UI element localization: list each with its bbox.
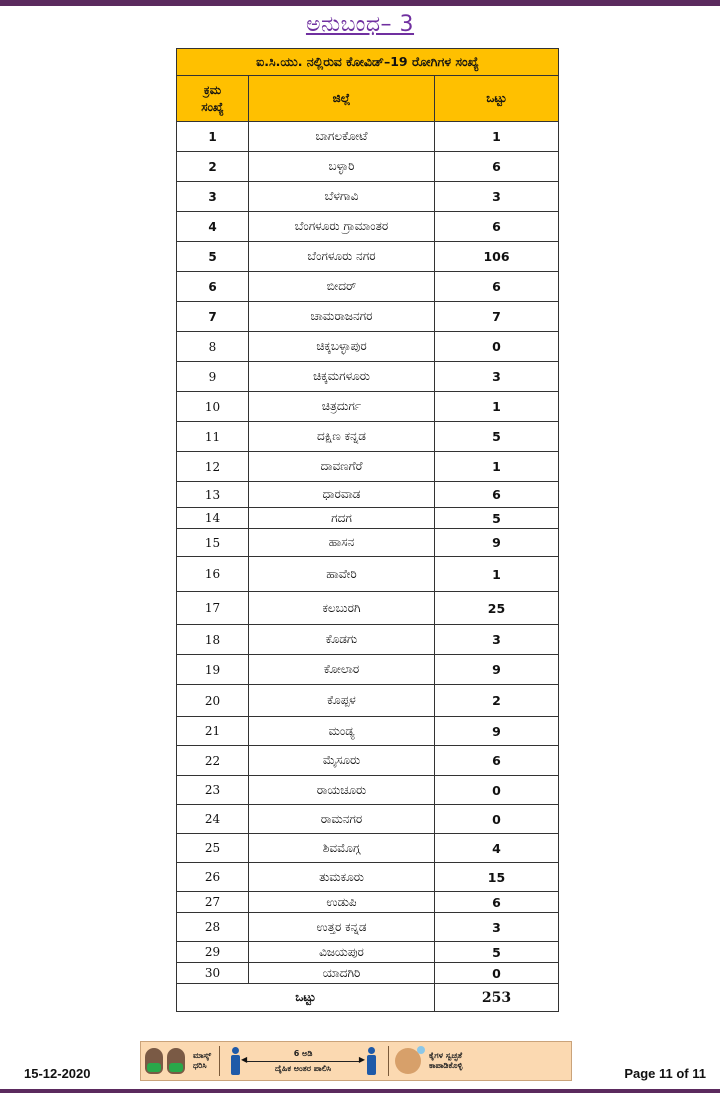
district-cell: ಬಾಗಲಕೋಟೆ (249, 122, 435, 152)
count-cell: 0 (435, 332, 559, 362)
district-cell: ಬೀದರ್ (249, 272, 435, 302)
count-cell: 0 (435, 805, 559, 834)
count-cell: 5 (435, 422, 559, 452)
handwash-text-line1: ಕೈಗಳ ಸ್ವಚ್ಛತೆ (429, 1051, 463, 1060)
table-header-row (177, 76, 559, 122)
count-cell: 106 (435, 242, 559, 272)
handwash-icon (395, 1048, 421, 1074)
mask-text-line1: ಮಾಸ್ಕ್ (193, 1051, 212, 1060)
count-cell: 6 (435, 272, 559, 302)
table-row (177, 717, 559, 746)
district-cell: ದಕ್ಷಿಣ ಕನ್ನಡ (249, 422, 435, 452)
district-cell: ಬಳ್ಳಾರಿ (249, 152, 435, 182)
district-cell: ಹಾವೇರಿ (249, 557, 435, 592)
table-caption-row (177, 49, 559, 76)
district-cell: ರಾಯಚೂರು (249, 776, 435, 805)
header-serial-line1: ಕ್ರಮ (203, 82, 222, 97)
serial-cell: 28 (177, 913, 249, 942)
header-total: ಒಟ್ಟು (435, 76, 559, 122)
page-title: ಅನುಬಂಧ– 3 (305, 12, 415, 37)
serial-cell: 23 (177, 776, 249, 805)
count-cell: 6 (435, 892, 559, 913)
footer-date: 15-12-2020 (24, 1066, 91, 1081)
table-row (177, 892, 559, 913)
serial-cell: 2 (177, 152, 249, 182)
count-cell: 4 (435, 834, 559, 863)
count-cell: 1 (435, 392, 559, 422)
serial-cell: 27 (177, 892, 249, 913)
district-cell: ಕಲಬುರಗಿ (249, 592, 435, 625)
mask-text-line2: ಧರಿಸಿ (193, 1061, 207, 1070)
handwash-text (429, 1051, 462, 1071)
header-district: ಜಿಲ್ಲೆ (249, 76, 435, 122)
page-number: Page 11 of 11 (624, 1066, 706, 1081)
count-cell: 0 (435, 963, 559, 984)
table-row (177, 508, 559, 529)
district-cell: ಬೆಂಗಳೂರು ನಗರ (249, 242, 435, 272)
count-cell: 1 (435, 452, 559, 482)
serial-cell: 30 (177, 963, 249, 984)
table-row (177, 212, 559, 242)
district-cell: ಉಡುಪಿ (249, 892, 435, 913)
district-cell: ಗದಗ (249, 508, 435, 529)
count-cell: 9 (435, 655, 559, 685)
count-cell: 5 (435, 508, 559, 529)
district-cell: ಚಾಮರಾಜನಗರ (249, 302, 435, 332)
count-cell: 6 (435, 152, 559, 182)
serial-cell: 18 (177, 625, 249, 655)
district-cell: ಚಿತ್ರದುರ್ಗ (249, 392, 435, 422)
table-row (177, 242, 559, 272)
count-cell: 1 (435, 557, 559, 592)
distance-bottom-text: ದೈಹಿಕ ಅಂತರ ಪಾಲಿಸಿ (275, 1063, 332, 1073)
double-arrow-icon (245, 1061, 361, 1062)
serial-cell: 7 (177, 302, 249, 332)
handwash-text-line2: ಕಾಪಾಡಿಕೊಳ್ಳಿ (429, 1061, 463, 1070)
serial-cell: 5 (177, 242, 249, 272)
table-row (177, 746, 559, 776)
table-row (177, 655, 559, 685)
total-row (177, 984, 559, 1012)
serial-cell: 25 (177, 834, 249, 863)
count-cell: 1 (435, 122, 559, 152)
serial-cell: 29 (177, 942, 249, 963)
district-cell: ವಿಜಯಪುರ (249, 942, 435, 963)
serial-cell: 13 (177, 482, 249, 508)
district-cell: ರಾಮನಗರ (249, 805, 435, 834)
district-cell: ಶಿವಮೊಗ್ಗ (249, 834, 435, 863)
count-cell: 9 (435, 717, 559, 746)
table-row (177, 776, 559, 805)
count-cell: 3 (435, 362, 559, 392)
count-cell: 6 (435, 746, 559, 776)
serial-cell: 14 (177, 508, 249, 529)
count-cell: 6 (435, 212, 559, 242)
district-cell: ಹಾಸನ (249, 529, 435, 557)
table-row (177, 834, 559, 863)
table-row (177, 482, 559, 508)
count-cell: 3 (435, 625, 559, 655)
table-row (177, 625, 559, 655)
table-row (177, 122, 559, 152)
distance-segment (230, 1042, 376, 1080)
table-row (177, 529, 559, 557)
district-cell: ಮೈಸೂರು (249, 746, 435, 776)
count-cell: 9 (435, 529, 559, 557)
person-icon (366, 1047, 376, 1075)
serial-cell: 16 (177, 557, 249, 592)
district-cell: ಕೋಲಾರ (249, 655, 435, 685)
count-cell: 15 (435, 863, 559, 892)
serial-cell: 26 (177, 863, 249, 892)
table-caption: ಐ.ಸಿ.ಯು. ನಲ್ಲಿರುವ ಕೋವಿಡ್–19 ರೋಗಿಗಳ ಸಂಖ್ಯೆ (177, 49, 559, 76)
table-row (177, 332, 559, 362)
table-row (177, 863, 559, 892)
serial-cell: 20 (177, 685, 249, 717)
covid-precautions-banner (140, 1041, 572, 1081)
table-row (177, 557, 559, 592)
table-row (177, 452, 559, 482)
district-cell: ದಾವಣಗೆರೆ (249, 452, 435, 482)
district-cell: ಮಂಡ್ಯ (249, 717, 435, 746)
mask-segment (141, 1042, 219, 1080)
person-icon (230, 1047, 240, 1075)
serial-cell: 17 (177, 592, 249, 625)
count-cell: 25 (435, 592, 559, 625)
table-row (177, 422, 559, 452)
count-cell: 5 (435, 942, 559, 963)
serial-cell: 24 (177, 805, 249, 834)
mask-text (193, 1051, 211, 1071)
distance-arrow (244, 1049, 362, 1074)
district-cell: ತುಮಕೂರು (249, 863, 435, 892)
serial-cell: 21 (177, 717, 249, 746)
district-cell: ಬೆಂಗಳೂರು ಗ್ರಾಮಾಂತರ (249, 212, 435, 242)
serial-cell: 11 (177, 422, 249, 452)
header-serial-line2: ಸಂಖ್ಯೆ (201, 99, 224, 114)
serial-cell: 15 (177, 529, 249, 557)
district-cell: ಚಿಕ್ಕಮಗಳೂರು (249, 362, 435, 392)
count-cell: 3 (435, 182, 559, 212)
count-cell: 6 (435, 482, 559, 508)
serial-cell: 19 (177, 655, 249, 685)
face-mask-icon (145, 1048, 163, 1074)
count-cell: 2 (435, 685, 559, 717)
count-cell: 7 (435, 302, 559, 332)
serial-cell: 22 (177, 746, 249, 776)
total-label: ಒಟ್ಟು (177, 984, 435, 1012)
icu-patients-table (176, 48, 559, 1012)
serial-cell: 3 (177, 182, 249, 212)
district-cell: ಚಿಕ್ಕಬಳ್ಳಾಪುರ (249, 332, 435, 362)
serial-cell: 10 (177, 392, 249, 422)
table-row (177, 362, 559, 392)
serial-cell: 1 (177, 122, 249, 152)
serial-cell: 6 (177, 272, 249, 302)
banner-divider (219, 1046, 220, 1076)
distance-top-text: 6 ಅಡಿ (293, 1048, 313, 1058)
table-row (177, 302, 559, 332)
table-row (177, 963, 559, 984)
serial-cell: 12 (177, 452, 249, 482)
serial-cell: 9 (177, 362, 249, 392)
handwash-segment (389, 1042, 462, 1080)
header-serial (177, 76, 249, 122)
table-row (177, 942, 559, 963)
total-value: 253 (435, 984, 559, 1012)
serial-cell: 8 (177, 332, 249, 362)
district-cell: ಬೆಳಗಾವಿ (249, 182, 435, 212)
table-row (177, 592, 559, 625)
serial-cell: 4 (177, 212, 249, 242)
table-row (177, 913, 559, 942)
table-row (177, 272, 559, 302)
count-cell: 3 (435, 913, 559, 942)
face-mask-icon (167, 1048, 185, 1074)
table-row (177, 805, 559, 834)
count-cell: 0 (435, 776, 559, 805)
bottom-rule (0, 1089, 720, 1093)
table-row (177, 685, 559, 717)
district-cell: ಧಾರವಾಡ (249, 482, 435, 508)
district-cell: ಕೊಪ್ಪಳ (249, 685, 435, 717)
district-cell: ಉತ್ತರ ಕನ್ನಡ (249, 913, 435, 942)
top-rule (0, 0, 720, 6)
district-cell: ಯಾದಗಿರಿ (249, 963, 435, 984)
table-row (177, 152, 559, 182)
table-row (177, 392, 559, 422)
table-row (177, 182, 559, 212)
district-cell: ಕೊಡಗು (249, 625, 435, 655)
